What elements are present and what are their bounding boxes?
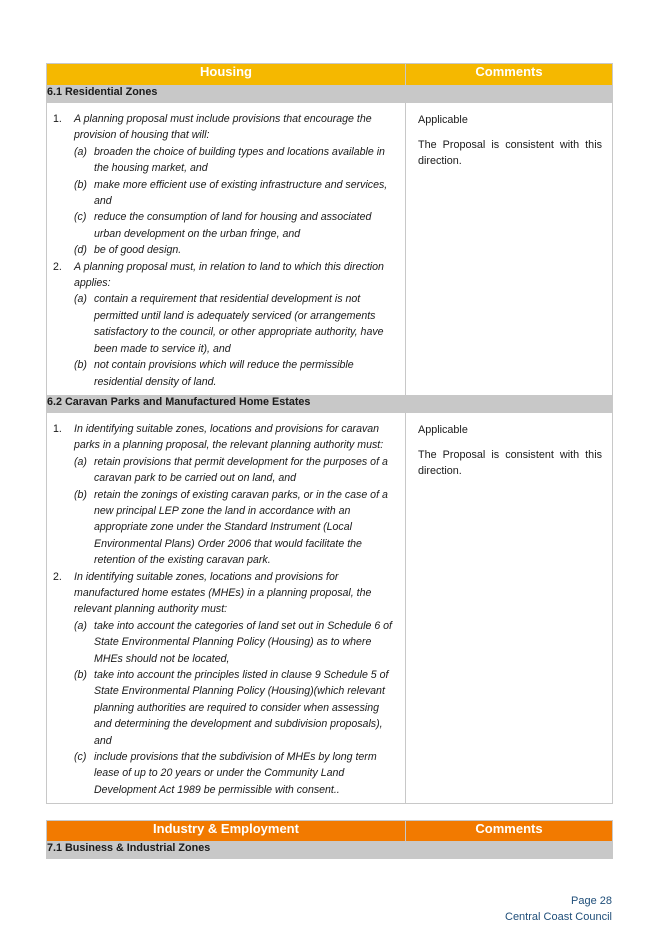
section-6-2-comment (406, 412, 613, 803)
comment-status: Applicable (418, 114, 468, 126)
sub-list-item: (c) reduce the consumption of land for housing and associated urban development on the urban fringe, and (74, 211, 372, 240)
section-title-empty (406, 395, 613, 412)
sub-list-item: (b) take into account the principles listed in clause 9 Schedule 5 of State Environmental Planning Policy (Housing)(which relevant planning authorities are required to consider when assessing and determining the development and subdivision proposals), and (74, 669, 389, 747)
sub-list-item: (d) be of good design. (74, 244, 182, 257)
section-title-7-1: 7.1 Business & Industrial Zones (47, 842, 406, 859)
comment-text: The Proposal is consistent with this direction. (418, 448, 602, 478)
list-item: 2. A planning proposal must, in relation to land to which this direction applies: (a) contain a requirement that residential development is not permitted until land is adequately serviced (or arrangements satisfactory to the council, or other appropriate authority, have been made to service it), and (b) not contain provisions which will reduce the permissible residential density of land. (53, 259, 399, 390)
housing-header: Housing (47, 64, 406, 86)
section-title-6-2: 6.2 Caravan Parks and Manufactured Home Estates (47, 395, 406, 412)
sub-list-item: (b) not contain provisions which will reduce the permissible residential density of land. (74, 359, 354, 388)
sub-list-item: (c) include provisions that the subdivision of MHEs by long term lease of up to 20 years or under the Community Land Development Act 1989 be permissible with consent.. (74, 751, 377, 796)
sub-list-item: (a) take into account the categories of land set out in Schedule 6 of State Environmental Planning Policy (Housing) as to where MHEs should not be located, (74, 619, 393, 665)
sub-list-item: (a) broaden the choice of building types and locations available in the housing market, and (74, 145, 385, 175)
comment-status: Applicable (418, 423, 468, 436)
list-item: 1. In identifying suitable zones, locations and provisions for caravan parks in a planning proposal, the relevant planning authority must: (a) retain provisions that permit development for the purposes of a caravan park to be carried out on land, and (b) retain the zonings of existing caravan parks, or in the case of a new principal LEP zone the land in accordance with an appropriate zone under the Standard Instrument (Local Environmental Plans) Order 2006 that would facilitate the retention of the existing caravan park. (53, 421, 399, 569)
section-title-empty (406, 86, 613, 103)
industry-header: Industry & Employment (47, 821, 406, 842)
industry-table (46, 820, 613, 859)
page-footer (505, 893, 612, 925)
list-item: 1. A planning proposal must include provisions that encourage the provision of housing that will: (a) broaden the choice of building types and locations available in the housing market, and (b) make more efficient use of existing infrastructure and services, and (c) reduce the consumption of land for housing and associated urban development on the urban fringe, and (d) be of good design. (53, 111, 399, 259)
list-item: 2. In identifying suitable zones, locations and provisions for manufactured home estates (MHEs) in a planning proposal, the relevant planning authority must: (a) take into account the categories of land set out in Schedule 6 of State Environmental Planning Policy (Housing) as to where MHEs should not be located, (b) take into account the principles listed in clause 9 Schedule 5 of State Environmental Planning Policy (Housing)(which relevant planning authorities are required to consider when assessing and determining the development and subdivision proposals), and (c) include provisions that the subdivision of MHEs by long term lease of up to 20 years or under the Community Land Development Act 1989 be permissible with consent.. (53, 569, 399, 799)
comments-header: Comments (406, 64, 613, 86)
section-6-1-body (47, 103, 406, 396)
sub-list-item: (a) retain provisions that permit development for the purposes of a caravan park to be carried out on land, and (74, 455, 388, 485)
sub-list-item: (a) contain a requirement that residential development is not permitted until land is adequately serviced (or arrangements satisfactory to the council, or other appropriate authority, have been made to service it), and (74, 293, 384, 355)
section-6-1-comment (406, 103, 613, 396)
organisation-name: Central Coast Council (505, 911, 612, 923)
section-6-2-body (47, 412, 406, 803)
page-number: Page 28 (571, 895, 612, 907)
section-title-empty (406, 842, 613, 859)
comment-text: The Proposal is consistent with this direction. (418, 138, 602, 168)
housing-table (46, 63, 613, 804)
comments-header: Comments (406, 821, 613, 842)
sub-list-item: (b) retain the zonings of existing caravan parks, or in the case of a new principal LEP zone the land in accordance with an appropriate zone under the Standard Instrument (Local Environmental Plans) Order 2006 that would facilitate the retention of the existing caravan park. (74, 488, 388, 567)
sub-list-item: (b) make more efficient use of existing infrastructure and services, and (74, 178, 388, 208)
section-title-6-1: 6.1 Residential Zones (47, 86, 406, 103)
